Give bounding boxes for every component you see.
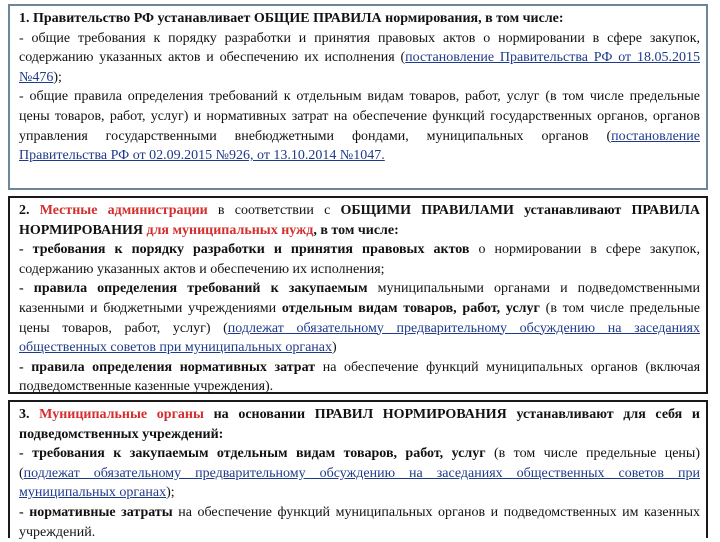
block2-item-rules-costs: - правила определения нормативных затрат на обеспечение функций муниципальных органов (включая подведомственные казенные учреждения). <box>19 359 701 395</box>
local-administrations-label: Местные администрации <box>39 203 208 218</box>
block1-item-general-requirements: - общие требования к порядку разработки и принятия правовых актов о нормировании в сфере закупок, содержанию указанных актов и обеспечению их исполнения (постановление Правительства РФ от 18.05.2015 №476); <box>19 30 700 85</box>
link-resolution-476[interactable]: постановление Правительства РФ от 18.05.2015 №476 <box>19 50 700 85</box>
block-municipal-bodies <box>8 400 708 538</box>
block3-item-requirements: - требования к закупаемым отдельным видам товаров, работ, услуг (в том числе предельные цены) (подлежат обязательному предварительному обсуждению на заседаниях общественных советов при муниципальных органах); <box>19 446 700 501</box>
block2-heading: 2. Местные администрации в соответствии с ОБЩИМИ ПРАВИЛАМИ устанавливают ПРАВИЛА НОРМИРОВАНИЯ для муниципальных нужд, в том числе: <box>19 203 701 238</box>
block1-item-general-rules: - общие правила определения требований к отдельным видам товаров, работ, услуг (в том числе предельные цены товаров, работ, услуг) и нормативных затрат на обеспечение функций государственных органов, органов управления государственными внебюджетными фондами, муниципальных органов (постановление Правительства РФ от 02.09.2015 №926, от 13.10.2014 №1047. <box>19 89 700 164</box>
block2-item-requirements: - требования к порядку разработки и принятия правовых актов о нормировании в сфере закупок, содержанию указанных актов и обеспечению их исполнения; <box>19 242 700 277</box>
block-local-administrations <box>8 196 708 394</box>
link-resolution-926-1047[interactable]: постановление Правительства РФ от 02.09.2015 №926, от 13.10.2014 №1047. <box>19 128 700 164</box>
block3-heading: 3. Муниципальные органы на основании ПРАВИЛ НОРМИРОВАНИЯ устанавливают для себя и подведомственных учреждений: <box>19 407 700 442</box>
block1-heading: 1. Правительство РФ устанавливает ОБЩИЕ ПРАВИЛА нормирования, в том числе: <box>19 11 564 26</box>
block2-item-rules-goods: - правила определения требований к закупаемым муниципальными органами и подведомственными казенными и бюджетными учреждениями отдельным видам товаров, работ, услуг (в том числе предельные цены товаров, работ, услуг) (подлежат обязательному предварительному обсуждению на заседаниях общественных советов при муниципальных органах) <box>19 281 701 356</box>
municipal-needs-label: для муниципальных нужд <box>146 222 314 238</box>
municipal-bodies-label: Муниципальные органы <box>39 407 204 422</box>
block-government-rules <box>8 4 708 190</box>
block3-item-costs: - нормативные затраты на обеспечение функций муниципальных органов и подведомственных им казенных учреждений. <box>19 504 700 540</box>
link-public-discussion-2[interactable]: подлежат обязательному предварительному обсуждению на заседаниях общественных советов при муниципальных органах <box>19 465 700 501</box>
link-public-discussion[interactable]: подлежат обязательному предварительному обсуждению на заседаниях общественных советов при муниципальных органах <box>19 320 700 356</box>
